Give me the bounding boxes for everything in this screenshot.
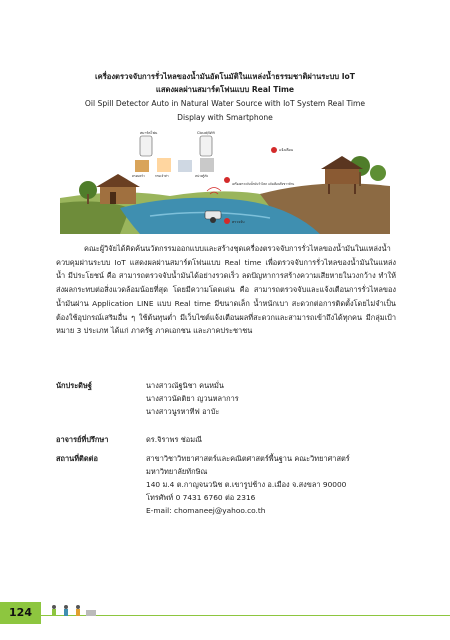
contact-line: โทรศัพท์ 0 7431 6760 ต่อ 2316	[146, 493, 256, 502]
abstract-paragraph: คณะผู้วิจัยได้คิดค้นนวัตกรรมออกแบบและสร้างชุดเครื่องตรวจจับการรั่วไหลของน้ำมันในแหล่งน้ำควบคุมผ่านระบบ IoT แสดงผลผ่านสมาร์ตโฟนแบบ Real time เพื่อตรวจจับการรั่วไหลของน้ำมันในแหล่งน้ำ มีประโยชน์ คือ สามารถตรวจจับน้ำมันได้อย่างรวดเร็ว ลดปัญหาการสร้างความเสียหายในวงกว้าง ทำให้ส่งผลกระทบต่อสิ่งแวดล้อมน้อยที่สุด โดยมีความโดดเด่น คือ สามารถตรวจจับและแจ้งเตือนการรั่วไหลของน้ำมันผ่าน Application LINE แบบ Real time มีขนาดเล็ก น้ำหนักเบา สะดวกต่อการติดตั้งโดยไม่จำเป็นต้องใช้อุปกรณ์เสริมอื่น ๆ ใช้ต้นทุนต่ำ มีเว็บไซต์แจ้งเตือนผลที่สะดวกและสามารถเข้าถึงได้ทุกคน มีกลุ่มเป้าหมาย 3 ประเภท ได้แก่ ภาครัฐ ภาคเอกชน และภาคประชาชน	[56, 244, 396, 336]
title-thai-line-1: เครื่องตรวจจับการรั่วไหลของน้ำมันอัตโนมัติในแหล่งน้ำธรรมชาติผ่านระบบ IoT	[95, 72, 355, 81]
inventor-name: นางสาวณัฐนิชา คนหมั่น	[146, 381, 224, 390]
advisor-label: อาจารย์ที่ปรึกษา	[56, 435, 109, 444]
contact-line: สาขาวิชาวิทยาศาสตร์และคณิตศาสตร์พื้นฐาน คณะวิทยาศาสตร์	[146, 454, 350, 463]
illustration-label-detector: ตรวจจับ	[232, 220, 245, 224]
footer-people-icon	[48, 604, 103, 618]
illustration-label-phone: สมาร์ตโฟน	[140, 131, 158, 135]
illustration-label-alarm: แจ้งเตือน	[279, 148, 293, 152]
title-english-line-2: Display with Smartphone	[177, 113, 273, 122]
illustration-label-home: ครอบครัว	[132, 174, 145, 178]
contact-line: มหาวิทยาลัยทักษิณ	[146, 467, 208, 476]
contact-email[interactable]: E-mail: chomaneej@yahoo.co.th	[146, 506, 266, 515]
contact-label: สถานที่ติดต่อ	[56, 454, 98, 463]
page-number: 124	[0, 602, 41, 624]
illustration-label-notify: เครื่องตรวจจับน้ำมันรั่วไหล แจ้งเตือนถึงชาวบ้าน	[232, 182, 295, 186]
title-english-line-1: Oil Spill Detector Auto in Natural Water Source with IoT System Real Time	[84, 99, 366, 108]
illustration-label-agency: กรมเจ้าท่า	[155, 174, 169, 178]
inventor-name: นางสาวนัดติยา ญวนหลาการ	[146, 394, 239, 403]
inventor-name: นางสาวนูรหาทีฟ อาบัะ	[146, 407, 220, 416]
contact-line: 140 ม.4 ต.กาญจนวนิช ต.เขารูปช้าง อ.เมือง จ.สงขลา 90000	[146, 480, 347, 489]
title-thai-line-2: แสดงผลผ่านสมาร์ตโฟนแบบ Real Time	[155, 85, 295, 94]
illustration-label-cloud: Cloud/Wifi	[197, 131, 215, 135]
advisor-name: ดร.จิราพร ช่อมณี	[146, 435, 202, 444]
oil-spill-detector-illustration	[60, 128, 390, 234]
illustration-label-rescue: หน่วยกู้ภัย	[195, 174, 209, 178]
inventors-label: นักประดิษฐ์	[56, 381, 92, 390]
